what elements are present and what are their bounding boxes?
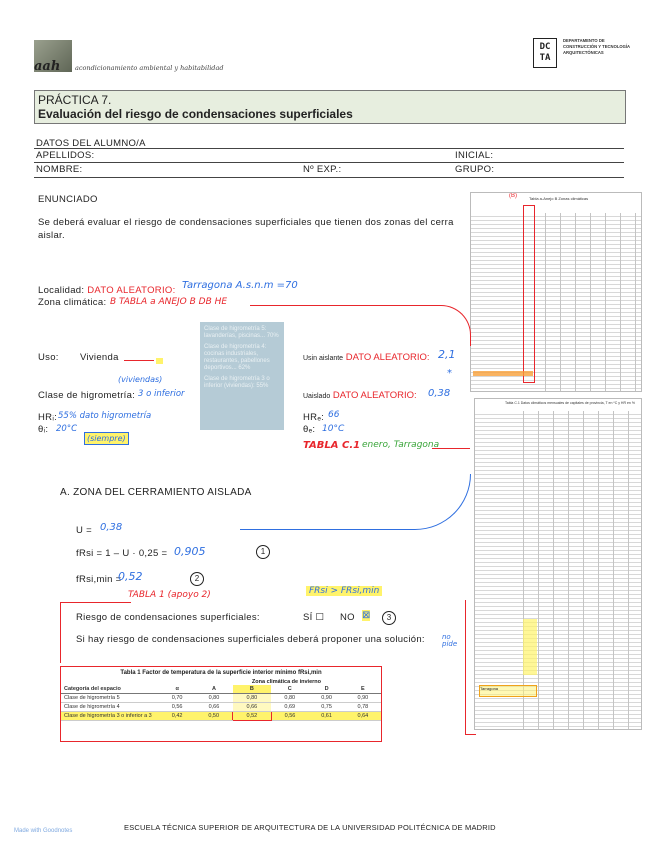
table-cell: Clase de higrometría 3 o inferior a 3	[61, 712, 159, 721]
hygrometry-overlay	[200, 322, 284, 430]
u-noninsulated-handwritten: 2,1	[438, 348, 456, 361]
no-procede-handwritten: no pide	[442, 633, 458, 648]
u-noninsulated-label	[303, 352, 429, 363]
table1-header: C	[271, 685, 308, 694]
table1-bracket	[60, 602, 131, 663]
siempre-handwritten: (siempre)	[84, 432, 129, 445]
locality-random-data: DATO ALEATORIO:	[87, 285, 176, 296]
group-label: GRUPO:	[455, 164, 495, 175]
table-cell: 0,80	[233, 694, 271, 703]
c1-jan-column	[523, 619, 537, 675]
initial-label: INICIAL:	[455, 150, 494, 161]
frsi-handwritten: 0,905	[174, 545, 206, 558]
table-cell: 0,80	[271, 694, 308, 703]
table-cell: 0,66	[233, 703, 271, 712]
hre-label: HRₑ:	[303, 412, 325, 423]
overlay-line-3: Clase de higrometría 3 o inferior (viviendas): 55%	[204, 376, 270, 389]
use-label: Uso:	[38, 352, 59, 363]
title-box	[34, 90, 626, 124]
frsimin-handwritten: 0,52	[118, 570, 143, 583]
dcta-logo	[533, 38, 557, 68]
climate-zone-table-thumbnail	[470, 192, 642, 392]
table1-header: α	[159, 685, 195, 694]
table-cell: Clase de higrometría 5	[61, 694, 159, 703]
u-handwritten: 0,38	[100, 522, 123, 533]
hre-handwritten: 66	[328, 410, 340, 420]
table1-subheader: Zona climática de invierno	[251, 679, 321, 685]
frsimin-label: fRsi,min =	[76, 574, 122, 585]
table-cell: 0,78	[345, 703, 381, 712]
zone-red-column	[523, 205, 535, 383]
u-insulated-label	[303, 390, 417, 401]
practice-number: PRÁCTICA 7.	[38, 93, 112, 107]
locality-label	[38, 285, 176, 296]
viviendas-handwritten: (viviendas)	[118, 375, 163, 384]
department-name: DEPARTAMENTO DE CONSTRUCCIÓN Y TECNOLOGÍA ARQUITECTÓNICAS	[563, 38, 630, 55]
table-row	[61, 703, 381, 712]
risk-label: Riesgo de condensaciones superficiales:	[76, 612, 260, 623]
table-cell: 0,50	[195, 712, 232, 721]
zone-table-mark: (B)	[509, 193, 517, 199]
table-cell: 0,90	[345, 694, 381, 703]
enero-handwritten	[362, 440, 439, 450]
table-row	[61, 712, 381, 721]
table1-header-row	[61, 685, 381, 694]
practice-title: Evaluación del riesgo de condensaciones superficiales	[38, 107, 353, 121]
zone-handwritten: B TABLA a ANEJO B DB HE	[110, 297, 228, 307]
use-underline	[124, 360, 154, 361]
zone-highlight-row	[473, 371, 533, 376]
u-insulated-handwritten: 0,38	[428, 388, 451, 399]
tabla-c1-handwritten: TABLA C.1	[303, 440, 361, 451]
table-cell: Clase de higrometría 4	[61, 703, 159, 712]
frsi-formula: fRsi = 1 – U · 0,25 =	[76, 548, 168, 559]
te-handwritten: 10°C	[322, 424, 345, 434]
u-noninsulated-mark: *	[447, 368, 452, 379]
overlay-line-1: Clase de higrometría 5: lavanderías, piscinas... 70%	[204, 326, 279, 339]
surname-label: APELLIDOS:	[36, 150, 95, 161]
table-cell: 0,56	[159, 703, 195, 712]
table1-header: B	[233, 685, 271, 694]
table-cell: 0,75	[308, 703, 344, 712]
risk-no-label: NO	[340, 612, 355, 623]
statement-heading: ENUNCIADO	[38, 194, 98, 205]
u-insulated-random: DATO ALEATORIO:	[332, 390, 417, 401]
hygrometry-label: Clase de higrometría:	[38, 390, 136, 401]
solution-label: Si hay riesgo de condensaciones superficiales deberá proponer una solución:	[76, 634, 425, 645]
locality-handwritten: Tarragona A.s.n.m =70	[182, 280, 298, 291]
u-noninsulated-sub: Usin aislante	[303, 355, 344, 362]
tabla1-handwritten: TABLA 1 (apoyo 2)	[128, 590, 211, 600]
table-cell: 0,66	[195, 703, 232, 712]
table-row	[61, 694, 381, 703]
name-label: NOMBRE:	[36, 164, 83, 175]
overlay-line-2: Clase de higrometría 4: cocinas industriales, restaurantes, pabellones deportivos... 62%	[204, 344, 270, 371]
table1	[61, 685, 381, 721]
risk-no-checkbox[interactable]: ⊠	[362, 610, 371, 621]
goodnotes-badge: Made with Goodnotes	[14, 828, 73, 834]
circle-1: 1	[256, 545, 270, 559]
risk-yes-checkbox[interactable]: SÍ ☐	[303, 612, 325, 623]
c1-table-title: Tabla C.1 Datos climáticos mensuales de capitales de provincia, T en ºC y HR en %	[505, 401, 635, 405]
table-cell: 0,52	[233, 712, 271, 721]
table-cell: 0,70	[159, 694, 195, 703]
c1-highlight-box	[479, 685, 537, 697]
table-cell: 0,90	[308, 694, 344, 703]
u-insulated-sub: Uaislado	[303, 393, 331, 400]
statement-text: Se deberá evaluar el riesgo de condensaciones superficiales que tienen dos zonas del cerra aislar.	[38, 217, 454, 241]
ti-label: θᵢ:	[38, 424, 49, 435]
footer-school: ESCUELA TÉCNICA SUPERIOR DE ARQUITECTURA DE LA UNIVERSIDAD POLITÉCNICA DE MADRID	[124, 823, 496, 832]
circle-3: 3	[382, 611, 396, 625]
logo-subtitle: acondicionamiento ambiental y habitabilidad	[75, 64, 224, 72]
enero-highlight: enero, Tarragona	[362, 440, 440, 450]
hri-handwritten: 55% dato higrometría	[58, 411, 152, 421]
table1-title: Tabla 1 Factor de temperatura de la superficie interior mínimo fRsi,min	[120, 670, 322, 676]
dcta-letters: DC TA	[539, 42, 551, 63]
table-cell: 0,56	[271, 712, 308, 721]
table-cell: 0,64	[345, 712, 381, 721]
section-a-title: A. ZONA DEL CERRAMIENTO AISLADA	[60, 487, 252, 498]
use-highlight	[156, 358, 163, 364]
table1-header: Categoría del espacio	[61, 685, 159, 694]
table1-frame	[60, 666, 382, 742]
circle-2: 2	[190, 572, 204, 586]
table-cell: 0,61	[308, 712, 344, 721]
hygrometry-handwritten: 3 o inferior	[138, 389, 185, 399]
table1-header: A	[195, 685, 232, 694]
u-label: U =	[76, 525, 92, 536]
use-value: Vivienda	[80, 352, 119, 363]
table1-header: D	[308, 685, 344, 694]
zone-table-title: Tabla a-Anejo B Zonas climáticas	[529, 196, 589, 201]
table-cell: 0,69	[271, 703, 308, 712]
table-cell: 0,80	[195, 694, 232, 703]
locality-label-text: Localidad:	[38, 285, 85, 296]
ti-handwritten: 20°C	[56, 424, 78, 434]
hri-label: HRᵢ:	[38, 412, 58, 423]
section-a-arrow	[240, 474, 471, 530]
u-noninsulated-random: DATO ALEATORIO:	[345, 352, 430, 363]
compare-handwritten: FRsi > FRsi,min	[306, 586, 382, 596]
aah-logo-mark: aah	[34, 59, 61, 74]
student-section: DATOS DEL ALUMNO/A	[36, 138, 146, 149]
exp-label: Nº EXP.:	[303, 164, 342, 175]
c1-highlight-text: Tarragona	[480, 686, 499, 691]
c1-arrow	[432, 448, 470, 449]
zone-label: Zona climática:	[38, 297, 107, 308]
table-cell: 0,42	[159, 712, 195, 721]
te-label: θₑ:	[303, 424, 316, 435]
right-red-bracket	[465, 600, 476, 735]
table1-header: E	[345, 685, 381, 694]
climate-data-table-thumbnail	[474, 398, 642, 730]
